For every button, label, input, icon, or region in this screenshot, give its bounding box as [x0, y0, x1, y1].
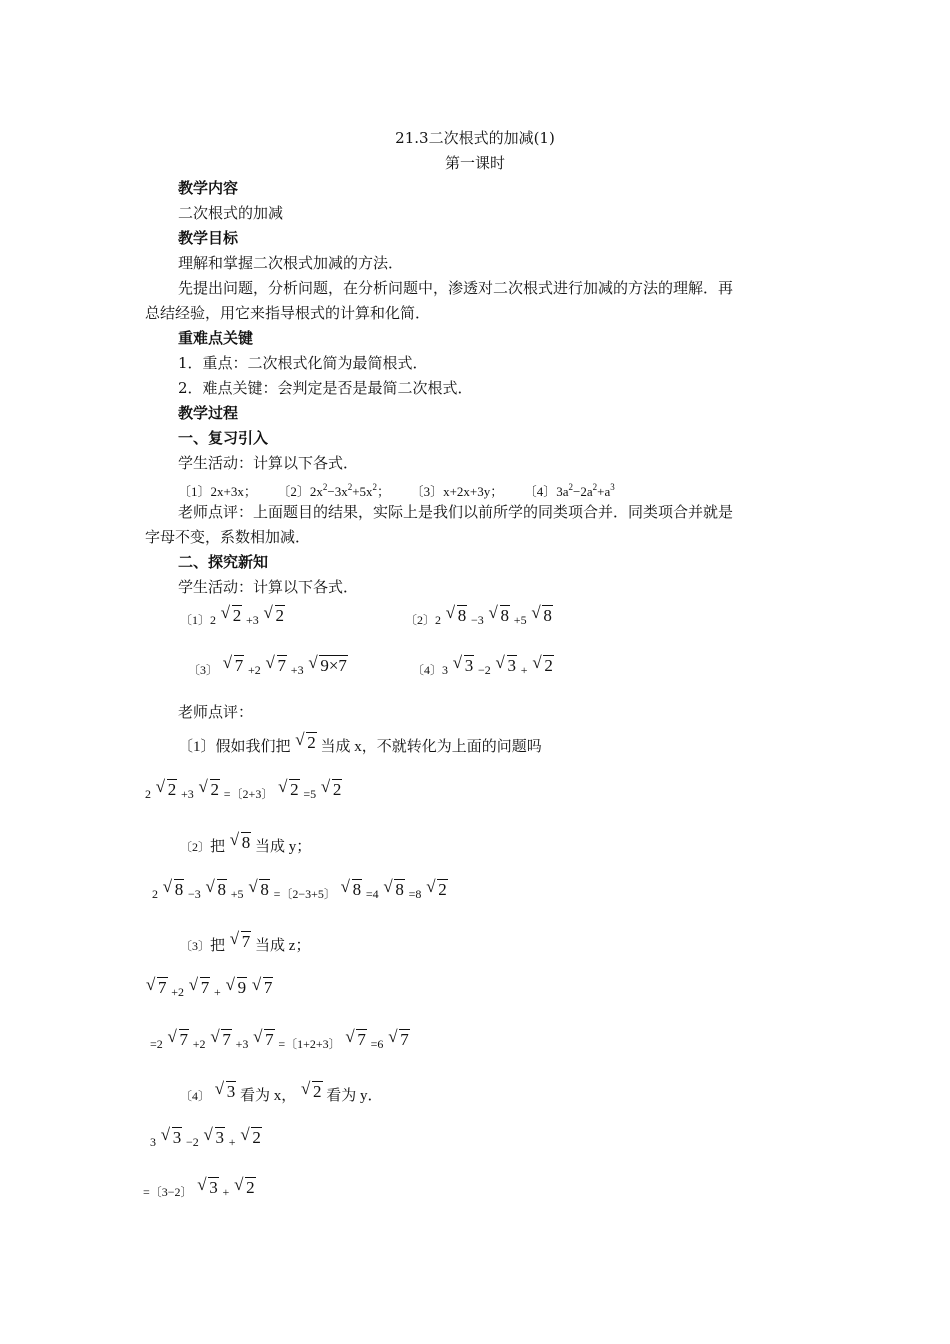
sqrt-2-radical: √ 2: [220, 603, 242, 625]
sqrt-2-radical: √ 2: [426, 877, 447, 899]
comment-2-heading: 老师点评：: [178, 703, 254, 721]
sqrt-2-radical: √ 2: [532, 653, 553, 675]
sqrt-7-radical: √ 7: [188, 975, 210, 997]
sqrt-7-radical: √ 7: [265, 653, 287, 675]
sqrt-8-radical: √ 8: [162, 877, 184, 899]
sqrt-3-radical: √ 3: [495, 653, 517, 675]
sqrt-7-radical: √ 7: [251, 975, 273, 997]
comment-item-4: 〔4〕 √ 3 看为 x， √ 2 看为 y．: [180, 1079, 383, 1104]
sqrt-7-radical: √ 7: [253, 1027, 274, 1049]
heading-process: 教学过程: [178, 404, 239, 422]
exercise-3: 〔3〕 √ 7 +2 √ 7 +3 √ 9×7: [188, 653, 347, 677]
student-activity-1: 学生活动：计算以下各式．: [178, 454, 359, 472]
sqrt-2-radical: √ 2: [155, 777, 177, 799]
review-item-4: 〔4〕$3a^2-2a^2+a^3$: [523, 482, 615, 499]
sqrt-3-radical: √ 3: [214, 1079, 236, 1101]
sqrt-8-radical: √ 8: [383, 877, 404, 899]
sqrt-2-radical: √ 2: [295, 730, 316, 752]
review-item-3: 〔3〕x+2x+3y；: [410, 484, 504, 499]
review-item-2: 〔2〕$2x^2-3x^2+5x^2$；: [277, 482, 391, 499]
sqrt-7-radical: √ 7: [388, 1027, 409, 1049]
heading-key: 重难点关键: [178, 329, 254, 347]
student-activity-2: 学生活动：计算以下各式．: [178, 578, 359, 596]
sqrt-2-radical: √ 2: [320, 777, 342, 799]
sqrt-7-radical: √ 7: [229, 929, 251, 951]
sqrt-2-radical: √ 2: [240, 1125, 261, 1147]
exercise-4: 〔4〕3 √ 3 −2 √ 3 + √ 2: [412, 653, 553, 677]
solution-3-line-2: =2 √ 7 +2 √ 7 +3 √ 7 =〔1+2+3〕 √ 7 =6 √ 7: [150, 1027, 409, 1051]
sqrt-8-radical: √ 8: [488, 603, 510, 625]
page-subtitle: 第一课时: [444, 154, 505, 172]
content-text: 二次根式的加减: [178, 204, 284, 222]
heading-content: 教学内容: [178, 179, 239, 197]
review-item-1: 〔1〕2x+3x；: [178, 484, 257, 499]
sqrt-7-radical: √ 7: [222, 653, 244, 675]
comment-item-3: 〔3〕把 √ 7 当成 z；: [180, 929, 311, 954]
sqrt-8-radical: √ 8: [531, 603, 552, 625]
review-exercises: [178, 477, 615, 502]
sqrt-9x7-radical: √ 9×7: [308, 653, 347, 675]
sqrt-7-radical: √ 7: [210, 1027, 231, 1049]
goal-line-2: 先提出问题，分析问题，在分析问题中，渗透对二次根式进行加减的方法的理解．再: [178, 279, 734, 297]
solution-4-line-1: 3 √ 3 −2 √ 3 + √ 2: [150, 1125, 261, 1149]
sqrt-8-radical: √ 8: [205, 877, 227, 899]
solution-3-line-1: √ 7 +2 √ 7 + √ 9 √ 7: [146, 975, 273, 999]
exercise-1: 〔1〕2 √ 2 +3 √ 2: [180, 603, 285, 627]
key-point-2: 2．难点关键：会判定是否是最简二次根式．: [178, 379, 473, 397]
comment-1-line-1: 老师点评：上面题目的结果，实际上是我们以前所学的同类项合并．同类项合并就是: [178, 503, 734, 521]
solution-1: 2 √ 2 +3 √ 2 =〔2+3〕 √ 2 =5 √ 2: [145, 777, 342, 801]
sqrt-3-radical: √ 3: [452, 653, 474, 675]
sqrt-2-radical: √ 2: [198, 777, 220, 799]
sqrt-9-radical: √ 9: [225, 975, 247, 997]
sqrt-7-radical: √ 7: [146, 975, 167, 997]
sqrt-8-radical: √ 8: [445, 603, 467, 625]
sqrt-2-radical: √ 2: [278, 777, 299, 799]
sqrt-2-radical: √ 2: [301, 1079, 322, 1101]
heading-goal: 教学目标: [178, 229, 239, 247]
sqrt-2-radical: √ 2: [234, 1175, 255, 1197]
sqrt-3-radical: √ 3: [203, 1125, 225, 1147]
goal-line-3: 总结经验，用它来指导根式的计算和化简．: [145, 304, 431, 322]
solution-4-line-2: =〔3−2〕 √ 3 + √ 2: [143, 1175, 255, 1199]
sqrt-7-radical: √ 7: [167, 1027, 189, 1049]
sqrt-7-radical: √ 7: [345, 1027, 366, 1049]
key-point-1: 1．重点：二次根式化简为最简根式．: [178, 354, 428, 372]
comment-item-1: 〔1〕假如我们把 √ 2 当成 x，不就转化为上面的问题吗: [178, 730, 542, 755]
solution-2: 2 √ 8 −3 √ 8 +5 √ 8 =〔2−3+5〕 √ 8 =4 √ 8 =8 √ 2: [152, 877, 447, 901]
sqrt-2-radical: √ 2: [263, 603, 285, 625]
heading-explore: 二、探究新知: [178, 553, 269, 571]
sqrt-8-radical: √ 8: [340, 877, 362, 899]
sqrt-3-radical: √ 3: [197, 1175, 218, 1197]
sqrt-8-radical: √ 8: [229, 830, 251, 852]
sqrt-8-radical: √ 8: [248, 877, 269, 899]
comment-item-2: 〔2〕把 √ 8 当成 y；: [180, 830, 312, 855]
comment-1-line-2: 字母不变，系数相加减．: [145, 528, 311, 546]
exercise-2: 〔2〕2 √ 8 −3 √ 8 +5 √ 8: [405, 603, 552, 627]
page-title: 21.3二次根式的加减(1): [395, 129, 555, 147]
goal-line-1: 理解和掌握二次根式加减的方法．: [178, 254, 404, 272]
sqrt-3-radical: √ 3: [160, 1125, 182, 1147]
heading-review: 一、复习引入: [178, 429, 269, 447]
